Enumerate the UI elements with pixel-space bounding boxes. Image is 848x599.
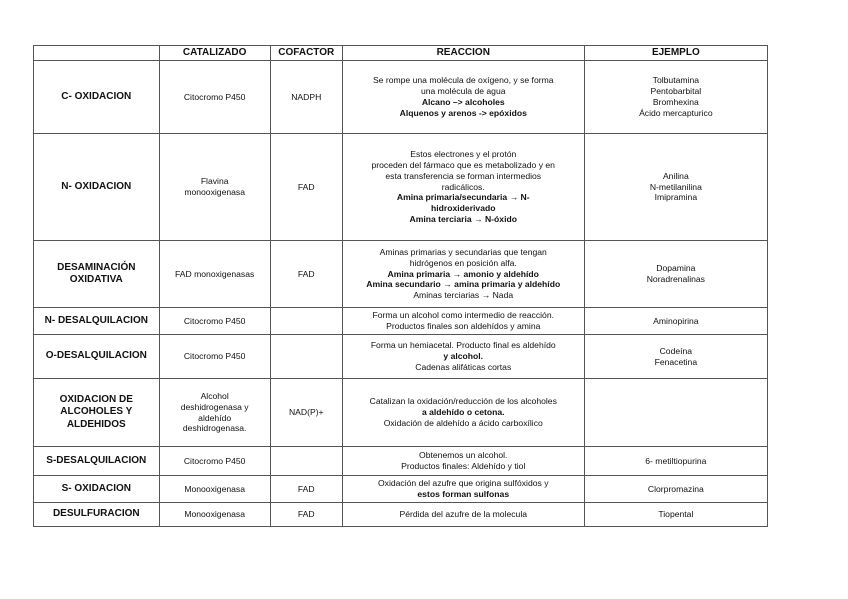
reaccion-line: Amina primaria/secundaria → N- xyxy=(396,192,530,203)
reaccion-line: esta transferencia se forman intermedios xyxy=(385,170,542,181)
table-row xyxy=(34,308,768,335)
table-row xyxy=(34,241,768,308)
table-row xyxy=(34,379,768,447)
ejemplo-line: Tolbutamina xyxy=(652,75,700,86)
catalizado-line: Flavina xyxy=(200,176,229,187)
ejemplo-line: Codeína xyxy=(659,345,693,356)
ejemplo-line: Anilina xyxy=(662,170,689,181)
row-reaccion xyxy=(342,447,584,476)
header-blank xyxy=(34,46,160,61)
reaccion-line: Obtenemos un alcohol. xyxy=(419,450,508,461)
row-reaccion xyxy=(342,134,584,241)
row-cofactor xyxy=(270,308,342,335)
catalizado-line: aldehído xyxy=(198,412,232,423)
catalizado-line: Monooxigenasa xyxy=(184,483,245,494)
table-row xyxy=(34,134,768,241)
header-catalizado: CATALIZADO xyxy=(159,46,270,61)
row-ejemplo xyxy=(584,308,767,335)
reaccion-line: Se rompe una molécula de oxígeno, y se forma xyxy=(372,75,554,86)
ejemplo-line: Ácido mercapturico xyxy=(639,107,713,118)
row-name: S- OXIDACION xyxy=(34,476,160,503)
reaccion-line: Oxidación del azufre que origina sulfóxidos y xyxy=(377,478,549,489)
row-ejemplo xyxy=(584,447,767,476)
catalizado-line: deshidrogenasa. xyxy=(182,423,247,434)
row-ejemplo xyxy=(584,335,767,379)
row-catalizado xyxy=(159,447,270,476)
ejemplo-line: Imipramina xyxy=(654,192,698,203)
row-ejemplo xyxy=(584,503,767,527)
reaccion-line: Forma un alcohol como intermedio de reacción. xyxy=(372,310,554,321)
reaccion-line: una molécula de agua xyxy=(420,86,506,97)
reaccion-line: Productos finales son aldehídos y amina xyxy=(386,321,541,331)
row-catalizado xyxy=(159,379,270,447)
reaccion-line: Pérdida del azufre de la molecula xyxy=(399,509,528,520)
row-cofactor: FAD xyxy=(270,476,342,503)
reaccion-line: a aldehído o cetona. xyxy=(421,407,505,418)
ejemplo-line: N-metilanilina xyxy=(649,181,702,192)
reaccion-line: radicálicos. xyxy=(441,181,485,192)
ejemplo-line: Aminopirina xyxy=(653,315,699,326)
row-catalizado xyxy=(159,308,270,335)
ejemplo-line: Clorpromazina xyxy=(647,483,704,494)
row-cofactor: NADPH xyxy=(270,61,342,134)
catalizado-line: Citocromo P450 xyxy=(183,315,246,326)
row-ejemplo xyxy=(584,134,767,241)
ejemplo-line: Dopamina xyxy=(656,263,696,274)
reaccion-line: proceden del fármaco que es metabolizado y en xyxy=(371,160,555,170)
row-catalizado xyxy=(159,503,270,527)
reaccion-line: Aminas terciarias → Nada xyxy=(413,290,514,301)
reaccion-line: Productos finales: Aldehído y tiol xyxy=(401,461,526,471)
row-cofactor xyxy=(270,447,342,476)
row-name: N- DESALQUILACION xyxy=(34,308,160,335)
catalizado-line: Monooxigenasa xyxy=(184,509,245,520)
reaccion-line: y alcohol. xyxy=(443,351,484,362)
reaccion-line: hidroxiderivado xyxy=(431,203,496,214)
row-reaccion xyxy=(342,308,584,335)
row-catalizado xyxy=(159,476,270,503)
table-header-row xyxy=(34,46,768,61)
row-name: N- OXIDACION xyxy=(34,134,160,241)
ejemplo-line: Tiopental xyxy=(658,509,694,520)
row-reaccion xyxy=(342,503,584,527)
row-name: DESULFURACION xyxy=(34,503,160,527)
row-catalizado xyxy=(159,335,270,379)
ejemplo-line: Bromhexina xyxy=(652,97,699,107)
header-ejemplo: EJEMPLO xyxy=(584,46,767,61)
reaccion-line: estos forman sulfonas xyxy=(417,489,510,499)
row-name: OXIDACION DE ALCOHOLES Y ALDEHIDOS xyxy=(34,379,160,447)
ejemplo-line: Fenacetina xyxy=(654,356,698,367)
row-cofactor: FAD xyxy=(270,134,342,241)
reaccion-line: Oxidación de aldehído a ácido carboxílico xyxy=(383,417,543,428)
reaccion-line: Estos electrones y el protón xyxy=(410,149,517,160)
catalizado-line: Citocromo P450 xyxy=(183,91,246,102)
row-ejemplo xyxy=(584,476,767,503)
header-reaccion: REACCION xyxy=(342,46,584,61)
row-ejemplo xyxy=(584,379,767,447)
row-reaccion xyxy=(342,335,584,379)
catalizado-line: Citocromo P450 xyxy=(183,351,246,362)
ejemplo-line: 6- metiltiopurina xyxy=(645,455,707,466)
row-cofactor: FAD xyxy=(270,241,342,308)
table-row xyxy=(34,61,768,134)
reaccion-line: Amina terciaria → N-óxido xyxy=(409,213,517,224)
row-name: C- OXIDACION xyxy=(34,61,160,134)
row-catalizado xyxy=(159,241,270,308)
reaccion-line: Catalizan la oxidación/reducción de los alcoholes xyxy=(369,396,557,407)
catalizado-line: Citocromo P450 xyxy=(183,455,246,466)
row-catalizado xyxy=(159,61,270,134)
row-cofactor: FAD xyxy=(270,503,342,527)
row-ejemplo xyxy=(584,241,767,308)
row-name: O-DESALQUILACION xyxy=(34,335,160,379)
reaccion-line: Alcano –> alcoholes xyxy=(421,97,505,107)
reaccion-line: Aminas primarias y secundarias que tengan xyxy=(379,247,547,257)
ejemplo-line: Pentobarbital xyxy=(650,86,702,97)
row-ejemplo xyxy=(584,61,767,134)
row-cofactor xyxy=(270,335,342,379)
row-name: DESAMINACIÓN OXIDATIVA xyxy=(34,241,160,308)
catalizado-line: monooxigenasa xyxy=(184,187,245,197)
reactions-table xyxy=(33,45,768,527)
reaccion-line: Amina secundario → amina primaria y aldehído xyxy=(366,279,561,290)
ejemplo-line: Noradrenalinas xyxy=(646,274,705,284)
row-name: S-DESALQUILACION xyxy=(34,447,160,476)
row-reaccion xyxy=(342,379,584,447)
table-row xyxy=(34,447,768,476)
header-cofactor: COFACTOR xyxy=(270,46,342,61)
reaccion-line: Forma un hemiacetal. Producto final es aldehído xyxy=(370,340,556,351)
table-row xyxy=(34,335,768,379)
row-reaccion xyxy=(342,241,584,308)
reaccion-line: Cadenas alifáticas cortas xyxy=(415,361,512,372)
table-row xyxy=(34,476,768,503)
reaccion-line: Alquenos y arenos -> epóxidos xyxy=(399,107,527,118)
reaccion-line: Amina primaria → amonio y aldehído xyxy=(387,268,539,279)
row-reaccion xyxy=(342,476,584,503)
catalizado-line: deshidrogenasa y xyxy=(180,401,249,412)
catalizado-line: Alcohol xyxy=(200,390,229,401)
reaccion-line: hidrógenos en posición alfa. xyxy=(409,257,517,268)
row-cofactor: NAD(P)+ xyxy=(270,379,342,447)
catalizado-line: FAD monoxigenasas xyxy=(175,268,255,279)
row-reaccion xyxy=(342,61,584,134)
table-row xyxy=(34,503,768,527)
row-catalizado xyxy=(159,134,270,241)
